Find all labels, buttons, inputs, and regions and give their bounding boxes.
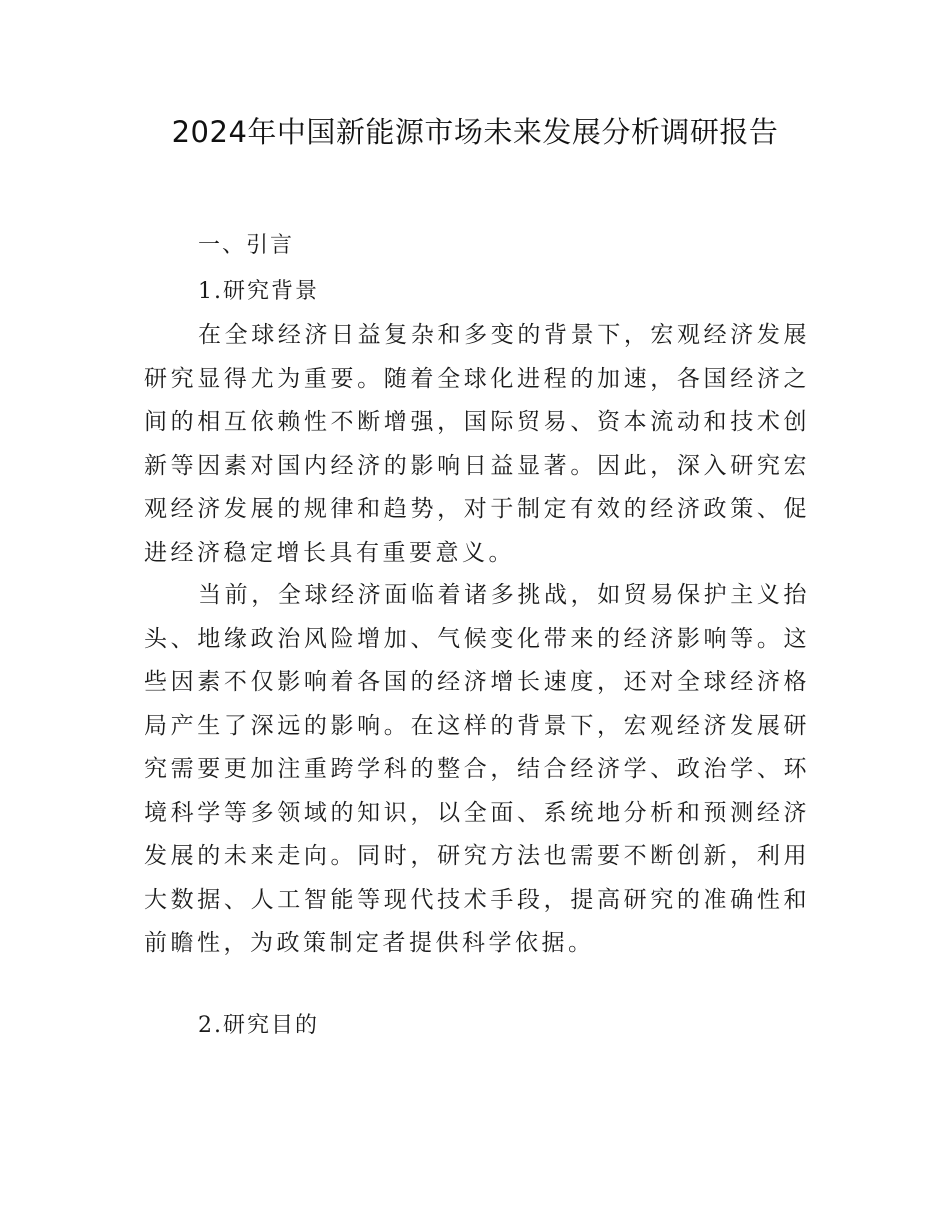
paragraph-background-1: 在全球经济日益复杂和多变的背景下，宏观经济发展研究显得尤为重要。随着全球化进程的加速，各国经济之间的相互依赖性不断增强，国际贸易、资本流动和技术创新等因素对国内经济的影响日益显著。因此，深入研究宏观经济发展的规律和趋势，对于制定有效的经济政策、促进经济稳定增长具有重要意义。 — [144, 322, 810, 566]
section-heading-introduction: 一、引言 — [198, 233, 295, 258]
subsection-heading-research-purpose: 2.研究目的 — [198, 1013, 319, 1038]
paragraph-background-2: 当前，全球经济面临着诸多挑战，如贸易保护主义抬头、地缘政治风险增加、气候变化带来的经济影响等。这些因素不仅影响着各国的经济增长速度，还对全球经济格局产生了深远的影响。在这样的背景下，宏观经济发展研究需要更加注重跨学科的整合，结合经济学、政治学、环境科学等多领域的知识，以全面、系统地分析和预测经济发展的未来走向。同时，研究方法也需要不断创新，利用大数据、人工智能等现代技术手段，提高研究的准确性和前瞻性，为政策制定者提供科学依据。 — [144, 582, 810, 956]
subsection-heading-research-background: 1.研究背景 — [198, 279, 319, 304]
document-title: 2024年中国新能源市场未来发展分析调研报告 — [171, 115, 779, 149]
